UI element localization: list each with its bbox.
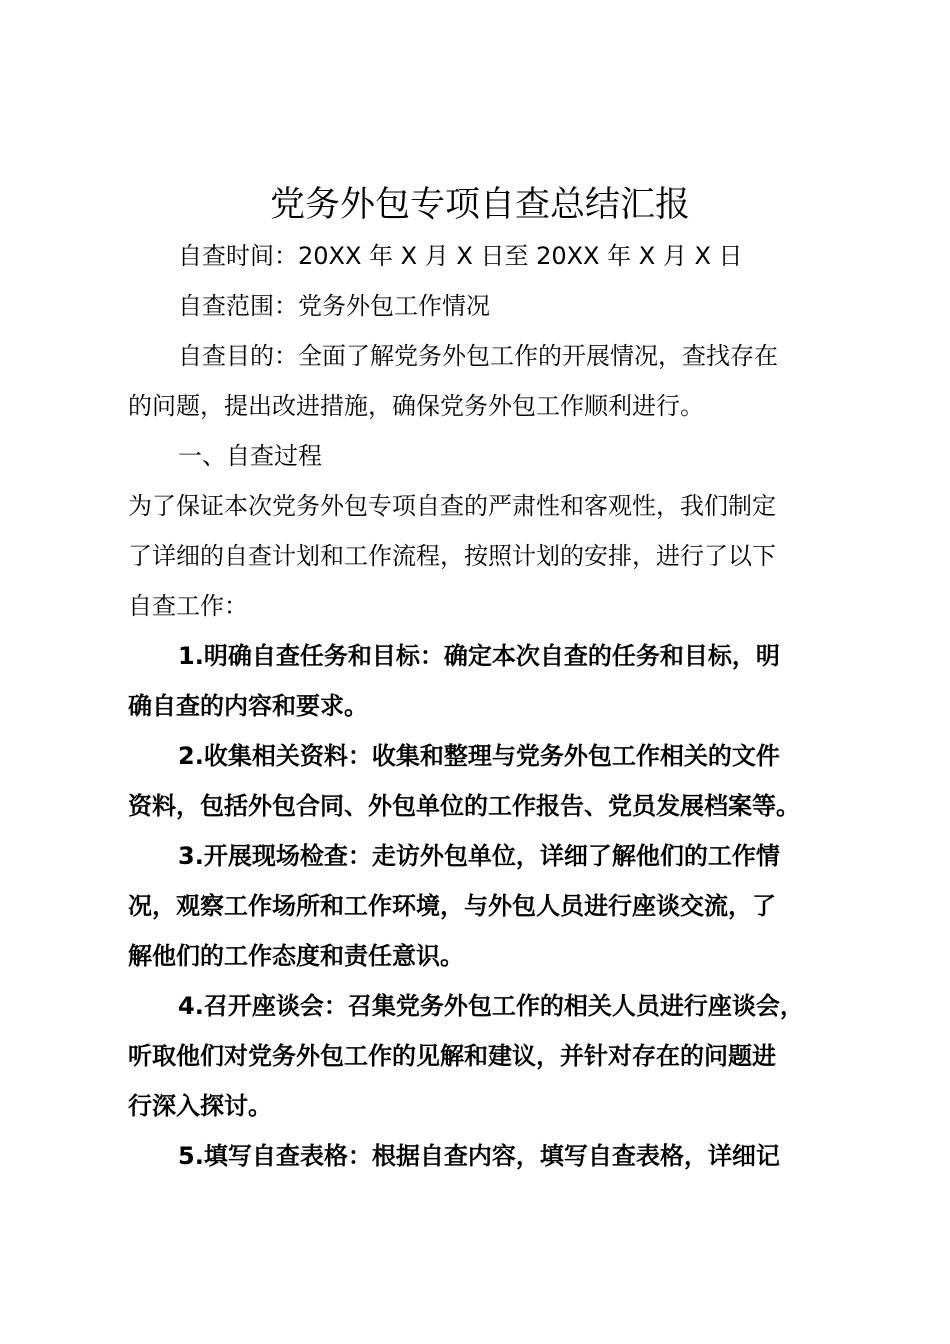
inspection-period-line: 自查时间：20XX 年 X 月 X 日至 20XX 年 X 月 X 日 — [178, 242, 743, 270]
step-3-line-cont: 解他们的工作态度和责任意识。 — [128, 942, 464, 970]
inspection-purpose-line: 自查目的：全面了解党务外包工作的开展情况，查找存在 — [178, 342, 778, 370]
inspection-purpose-line-cont: 的问题，提出改进措施，确保党务外包工作顺利进行。 — [128, 392, 704, 420]
step-4-line: 4.召开座谈会：召集党务外包工作的相关人员进行座谈会， — [178, 992, 804, 1020]
step-4-line-cont: 行深入探讨。 — [128, 1092, 272, 1120]
step-1-line: 1.明确自查任务和目标：确定本次自查的任务和目标，明 — [178, 642, 780, 670]
paragraph-line: 为了保证本次党务外包专项自查的严肃性和客观性，我们制定 — [128, 492, 776, 520]
document-title: 党务外包专项自查总结汇报 — [269, 185, 690, 225]
step-5-line: 5.填写自查表格：根据自查内容，填写自查表格，详细记 — [178, 1142, 780, 1170]
step-2-line: 2.收集相关资料：收集和整理与党务外包工作相关的文件 — [178, 742, 780, 770]
document-body — [128, 231, 840, 1181]
section-heading-process: 一、自查过程 — [178, 442, 322, 470]
step-3-line: 3.开展现场检查：走访外包单位，详细了解他们的工作情 — [178, 842, 780, 870]
paragraph-line: 自查工作： — [128, 592, 248, 620]
step-2-line-cont: 资料，包括外包合同、外包单位的工作报告、党员发展档案等。 — [128, 792, 800, 820]
inspection-scope-line: 自查范围：党务外包工作情况 — [178, 292, 490, 320]
paragraph-line: 了详细的自查计划和工作流程，按照计划的安排，进行了以下 — [128, 542, 776, 570]
step-3-line-cont: 况，观察工作场所和工作环境，与外包人员进行座谈交流，了 — [128, 892, 776, 920]
step-4-line-cont: 听取他们对党务外包工作的见解和建议，并针对存在的问题进 — [128, 1042, 776, 1070]
step-1-line-cont: 确自查的内容和要求。 — [128, 692, 368, 720]
